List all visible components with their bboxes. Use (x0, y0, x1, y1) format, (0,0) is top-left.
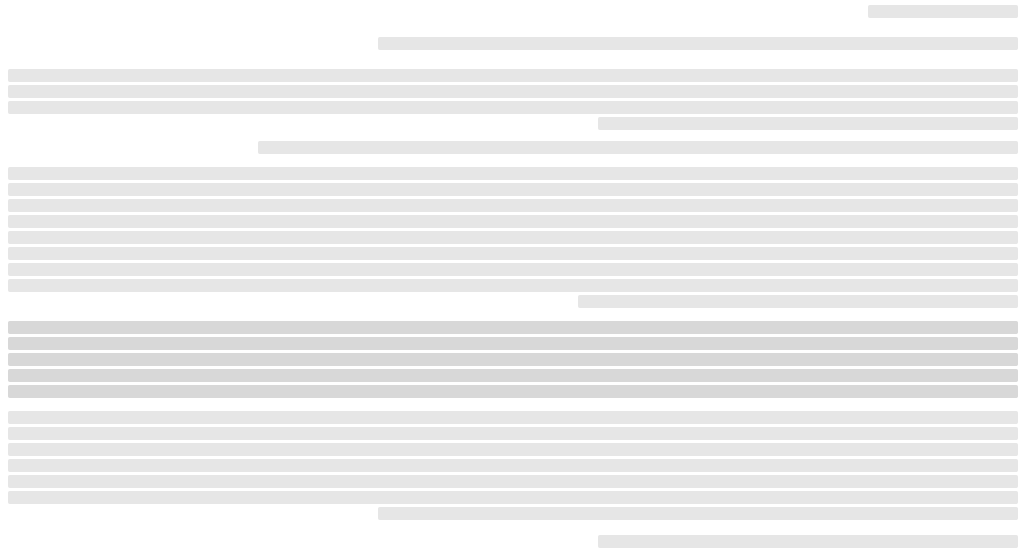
valuation-line-placeholder (8, 337, 1018, 350)
terms-line-placeholder (8, 475, 1018, 488)
case-header-placeholder (378, 37, 1018, 50)
valuation-line-placeholder (8, 369, 1018, 382)
body-line-placeholder (8, 101, 1018, 114)
terms-line-placeholder (8, 427, 1018, 440)
terms-line-placeholder (378, 507, 1018, 520)
valuation-line-placeholder (8, 353, 1018, 366)
body-line-placeholder (8, 85, 1018, 98)
terms-line-placeholder (8, 491, 1018, 504)
notice-title-placeholder (868, 5, 1018, 18)
valuation-line-placeholder (8, 385, 1018, 398)
body-line-placeholder (8, 263, 1018, 276)
body-line-placeholder (8, 231, 1018, 244)
body-line-placeholder (578, 295, 1018, 308)
body-line-placeholder (8, 247, 1018, 260)
valuation-line-placeholder (8, 321, 1018, 334)
terms-line-placeholder (8, 459, 1018, 472)
signature-placeholder (598, 535, 1018, 548)
body-line-placeholder (8, 167, 1018, 180)
terms-line-placeholder (8, 411, 1018, 424)
body-line-placeholder (258, 141, 1018, 154)
body-line-placeholder (8, 69, 1018, 82)
body-line-placeholder (598, 117, 1018, 130)
body-line-placeholder (8, 279, 1018, 292)
body-line-placeholder (8, 215, 1018, 228)
body-line-placeholder (8, 199, 1018, 212)
terms-line-placeholder (8, 443, 1018, 456)
body-line-placeholder (8, 183, 1018, 196)
